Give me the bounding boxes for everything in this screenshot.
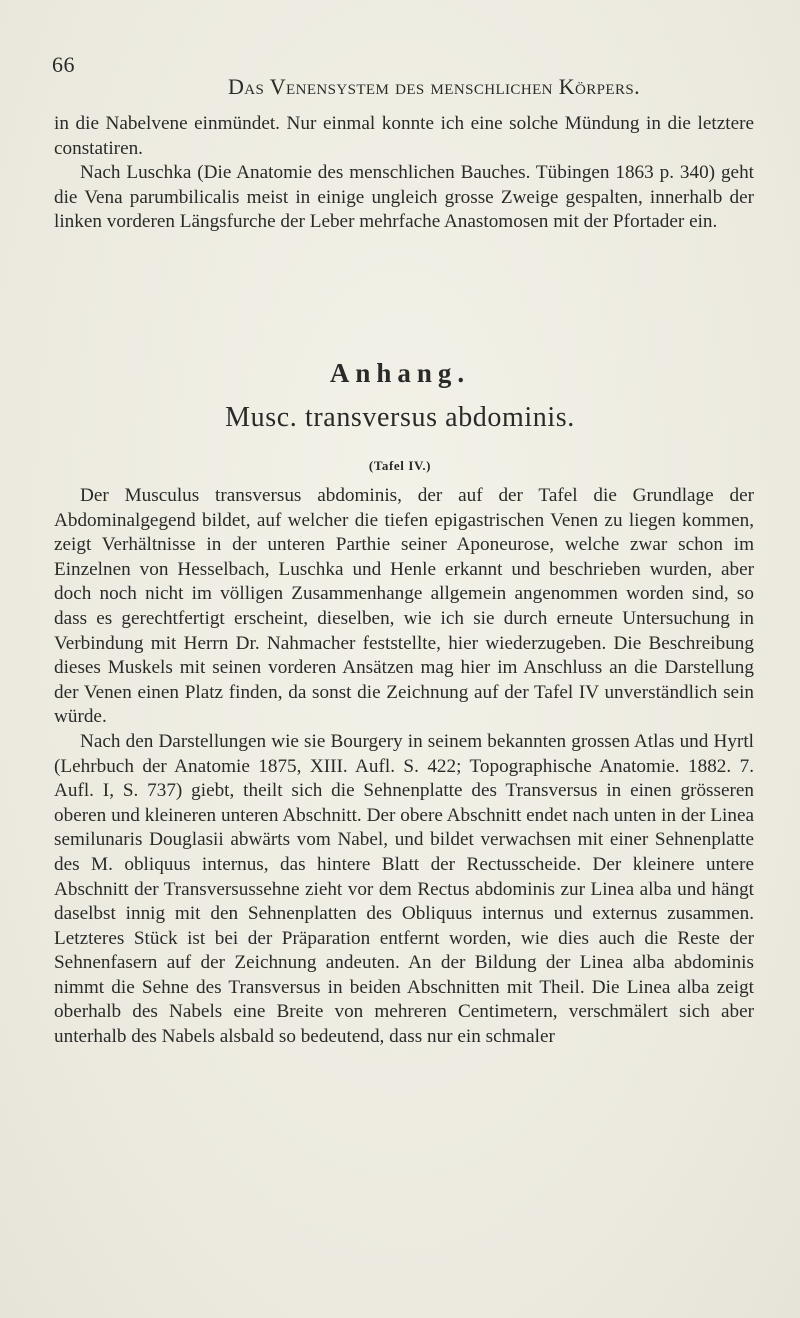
page-header xyxy=(52,52,752,99)
section-heading: Musc. transversus abdominis. xyxy=(225,402,575,433)
appendix-heading: Anhang. xyxy=(329,358,471,388)
running-head: Das Venensystem des menschlichen Körpers. xyxy=(228,74,641,99)
appendix-paragraph-1: Der Musculus transversus abdominis, der auf der Tafel die Grundlage der Abdominalgegend bildet, auf welcher die tiefen epigastrischen Venen zu liegen kommen, zeigt Verhältnisse in der unteren Parthie seiner Aponeurose, welche zwar schon im Einzelnen von Hesselbach, Luschka und Henle erkannt und beschrieben wurden, aber doch noch nicht im völligen Zusammenhange allgemein angenommen worden sind, so dass es gerechtfertigt erscheint, dieselben, wie ich sie durch erneute Untersuchung in Verbindung mit Herrn Dr. Nahmacher feststellte, hier wiederzugeben. Die Beschreibung dieses Muskels mit seinen vorderen Ansätzen mag hier im Anschluss an die Darstellung der Venen einen Platz finden, da sonst die Zeichnung auf der Tafel IV unverständlich sein würde. xyxy=(54,485,754,728)
plate-reference: (Tafel IV.) xyxy=(368,458,432,473)
appendix-paragraph-2: Nach den Darstellungen wie sie Bourgery in seinem bekannten grossen Atlas und Hyrtl (Lehrbuch der Anatomie 1875, XIII. Aufl. S. 422; Topographische Anatomie. 1882. 7. Aufl. I, S. 737) giebt, theilt sich die Sehnenplatte des Transversus in einen grösseren oberen und kleineren unteren Abschnitt. Der obere Abschnitt endet nach unten in der Linea semilunaris Douglasii abwärts vom Nabel, und bildet verwachsen mit einer Sehnenplatte des M. obliquus internus, das hintere Blatt der Rectusscheide. Der kleinere untere Abschnitt der Transversussehne zieht vor dem Rectus abdominis zur Linea alba und hängt daselbst innig mit den Sehnenplatten des Obliquus internus und externus zusammen. Letzteres Stück ist bei der Präparation entfernt worden, wie dies auch die Reste der Sehnenfasern auf der Zeichnung andeuten. An der Bildung der Linea alba abdominis nimmt die Sehne des Transversus in beiden Abschnitten mit Theil. Die Linea alba zeigt oberhalb des Nabels eine Breite von mehreren Centimetern, verschmälert sich aber unterhalb des Nabels alsbald so bedeutend, dass nur ein schmaler xyxy=(54,730,754,1048)
intro-paragraph-2: Nach Luschka (Die Anatomie des menschlichen Bauches. Tübingen 1863 p. 340) geht die Vena parumbilicalis meist in einige ungleich grosse Zweige gespalten, innerhalb der linken vorderen Längsfurche der Leber mehrfache Anastomosen mit der Pfortader ein. xyxy=(54,162,754,233)
intro-paragraph-1: in die Nabelvene einmündet. Nur einmal konnte ich eine solche Mündung in die letztere constatiren. xyxy=(54,113,754,159)
page-number: 66 xyxy=(52,52,75,77)
intro-text xyxy=(54,112,754,235)
appendix-text xyxy=(54,484,754,1050)
